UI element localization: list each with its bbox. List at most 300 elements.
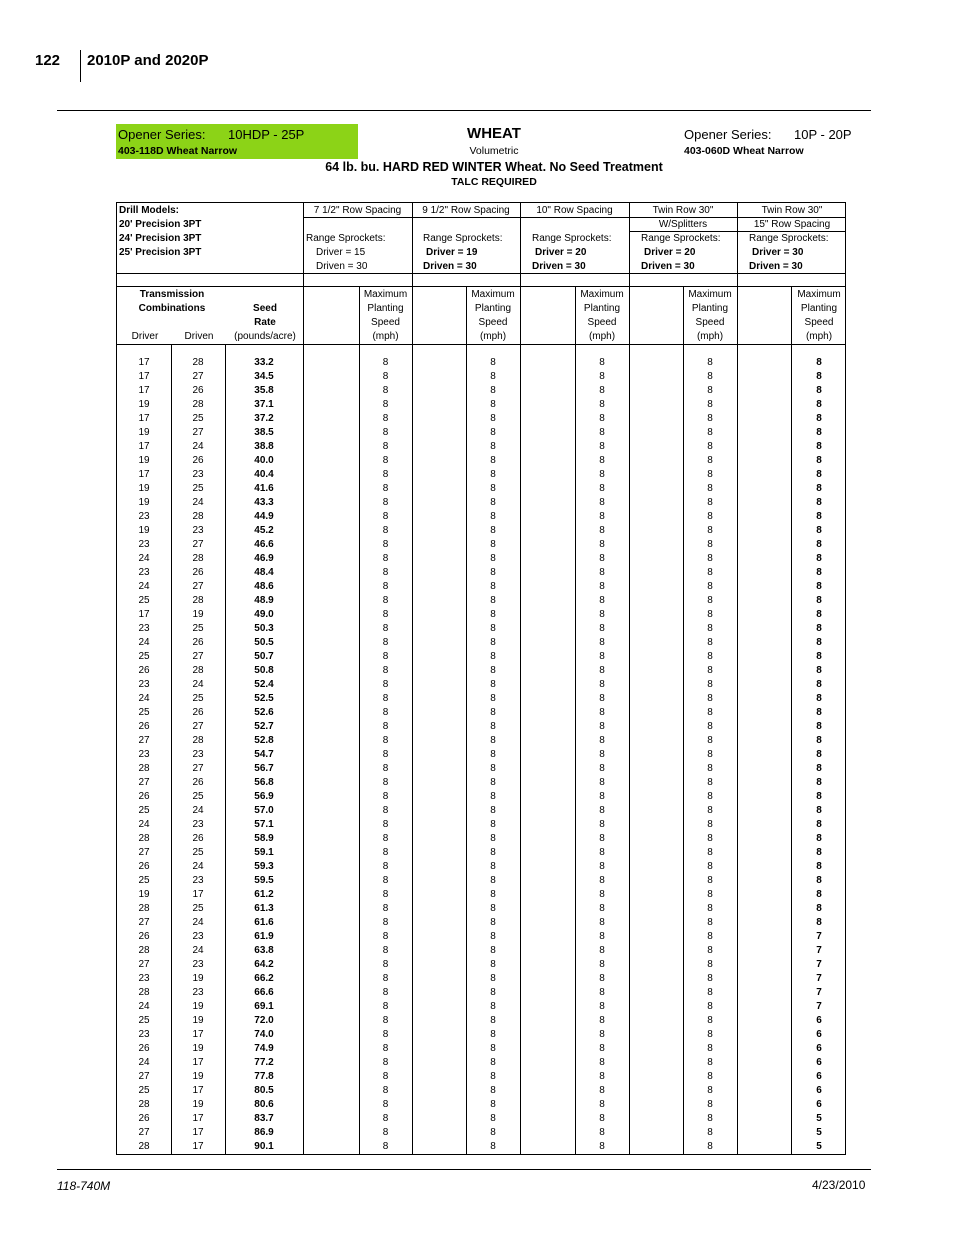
max-speed-twin-splitters: 8 [707,595,713,606]
driver-teeth: 26 [138,1043,150,1054]
max-speed-10: 8 [599,987,605,998]
max-speed-9-5: 8 [490,623,496,634]
table-row [117,426,847,440]
max-speed-twin-splitters: 8 [707,357,713,368]
max-speed-10: 8 [599,1001,605,1012]
left-opener-value: 10HDP - 25P [228,127,305,142]
max-speed-10: 8 [599,1141,605,1152]
driven-teeth: 26 [192,777,204,788]
max-speed-twin-15: 8 [816,623,822,634]
max-speed-10: 8 [599,623,605,634]
driver-teeth: 24 [138,581,150,592]
header-spacer [116,273,846,286]
driven-teeth: 24 [192,497,204,508]
max-speed-twin-15: 8 [816,917,822,928]
max-speed-9-5: 8 [490,651,496,662]
max-speed-label: Maximum [580,289,624,300]
driver-teeth: 19 [138,497,150,508]
max-speed-label: Speed [804,317,834,328]
max-speed-7-5: 8 [382,1015,389,1026]
driven-teeth: 26 [192,385,204,396]
seed-rate: 37.2 [254,413,274,424]
table-row [117,468,847,482]
max-speed-10: 8 [599,1071,605,1082]
driven-teeth: 17 [192,1113,204,1124]
max-speed-10: 8 [599,1015,605,1026]
max-speed-10: 8 [599,903,605,914]
table-row [117,916,847,930]
max-speed-twin-splitters: 8 [707,693,713,704]
driver-teeth: 25 [138,1015,150,1026]
max-speed-7-5: 8 [382,707,389,718]
max-speed-9-5: 8 [490,1127,496,1138]
driven-teeth: 17 [192,1085,204,1096]
max-speed-10: 8 [599,371,605,382]
seed-rate: 52.8 [254,735,274,746]
max-speed-twin-splitters: 8 [707,805,713,816]
max-speed-twin-splitters: 8 [707,609,713,620]
driver-teeth: 23 [138,1029,150,1040]
driven-teeth: 28 [192,735,204,746]
seed-rate: 59.3 [254,861,274,872]
max-speed-twin-15: 8 [816,357,822,368]
max-speed-twin-splitters: 8 [707,1113,713,1124]
max-speed-9-5: 8 [490,525,496,536]
max-speed-twin-splitters: 8 [707,833,713,844]
max-speed-10: 8 [599,665,605,676]
table-row [117,482,847,496]
max-speed-twin-splitters: 8 [707,399,713,410]
max-speed-10: 8 [599,889,605,900]
max-speed-label: Maximum [363,289,408,300]
driven-teeth: 19 [192,973,204,984]
seed-rate: 49.0 [254,609,274,620]
max-speed-9-5: 8 [490,1029,496,1040]
max-speed-twin-15: 5 [816,1113,822,1124]
max-speed-twin-15: 8 [816,875,822,886]
table-row [117,776,847,790]
max-speed-10: 8 [599,441,605,452]
max-speed-10: 8 [599,707,605,718]
driven-teeth: 23 [192,749,204,760]
max-speed-twin-splitters: 8 [707,847,713,858]
driver-teeth: 24 [138,553,150,564]
table-row [117,1084,847,1098]
max-speed-twin-15: 8 [816,441,822,452]
max-speed-twin-15: 8 [816,721,822,732]
max-speed-7-5: 8 [382,399,389,410]
driven-teeth: 17 [192,1057,204,1068]
max-speed-9-5: 8 [490,917,496,928]
max-speed-9-5: 8 [490,833,496,844]
table-row [117,748,847,762]
max-speed-7-5: 8 [382,959,389,970]
table-row [117,538,847,552]
max-speed-7-5: 8 [382,819,389,830]
max-speed-twin-splitters: 8 [707,917,713,928]
driven-teeth: 28 [192,399,204,410]
seed-rate: 58.9 [254,833,274,844]
table-row [117,692,847,706]
max-speed-twin-15: 7 [816,1001,822,1012]
seed-rate: 66.6 [254,987,274,998]
max-speed-7-5: 8 [382,665,389,676]
max-speed-twin-15: 8 [816,609,822,620]
left-opener-label: Opener Series: [118,127,206,142]
max-speed-9-5: 8 [490,427,496,438]
drill-models-label: Drill Models: [119,205,180,216]
max-speed-7-5: 8 [382,441,389,452]
max-speed-7-5: 8 [382,637,389,648]
range-sprockets-label: Range Sprockets: [641,233,721,244]
driven-column-label: Driven [184,331,214,342]
max-speed-twin-15: 8 [816,777,822,788]
driven-teeth: 25 [192,413,204,424]
seed-rate: 61.6 [254,917,274,928]
max-speed-7-5: 8 [382,903,389,914]
driven-teeth: 17 [192,1127,204,1138]
max-speed-9-5: 8 [490,721,496,732]
max-speed-7-5: 8 [382,1113,389,1124]
max-speed-9-5: 8 [490,567,496,578]
max-speed-7-5: 8 [382,791,389,802]
seed-rate: 50.7 [254,651,274,662]
driven-teeth: 25 [192,483,204,494]
max-speed-10: 8 [599,931,605,942]
table-row [117,1112,847,1126]
max-speed-9-5: 8 [490,903,496,914]
max-speed-twin-splitters: 8 [707,371,713,382]
driver-teeth: 24 [138,1001,150,1012]
max-speed-9-5: 8 [490,497,496,508]
driven-teeth: 23 [192,525,204,536]
driven-teeth: 23 [192,875,204,886]
max-speed-7-5: 8 [382,469,389,480]
driver-teeth: 25 [138,651,150,662]
max-speed-twin-15: 8 [816,903,822,914]
driver-teeth: 17 [138,609,150,620]
driven-teeth: 25 [192,623,204,634]
max-speed-twin-splitters: 8 [707,749,713,760]
seed-rate: 38.5 [254,427,274,438]
seed-rate: 90.1 [254,1141,274,1152]
drill-models [119,204,201,260]
max-speed-9-5: 8 [490,1113,496,1124]
table-row [117,1070,847,1084]
combinations-label: Combinations [138,303,206,314]
table-row [117,412,847,426]
max-speed-twin-15: 7 [816,987,822,998]
document-date: 4/23/2010 [812,1178,866,1192]
max-speed-10: 8 [599,483,605,494]
driven-teeth: 28 [192,511,204,522]
max-speed-twin-splitters: 8 [707,511,713,522]
driven-teeth: 19 [192,1015,204,1026]
driven-teeth: 28 [192,357,204,368]
driver-teeth: 23 [138,623,150,634]
max-speed-twin-splitters: 8 [707,819,713,830]
max-speed-9-5: 8 [490,1099,496,1110]
driver-sprocket: Driver = 30 [752,247,804,258]
max-speed-7-5: 8 [382,917,389,928]
driven-teeth: 17 [192,1141,204,1152]
driver-teeth: 24 [138,819,150,830]
max-speed-twin-15: 8 [816,679,822,690]
driven-teeth: 25 [192,903,204,914]
crop-title: WHEAT [467,125,521,142]
max-speed-twin-15: 8 [816,567,822,578]
rate-units-label: (pounds/acre) [234,331,296,342]
top-rule [57,110,871,111]
max-speed-twin-splitters: 8 [707,385,713,396]
table-row [117,832,847,846]
max-speed-7-5: 8 [382,539,389,550]
driven-teeth: 23 [192,819,204,830]
driver-teeth: 27 [138,1127,150,1138]
max-speed-twin-15: 6 [816,1029,822,1040]
max-speed-twin-splitters: 8 [707,497,713,508]
max-speed-9-5: 8 [490,693,496,704]
max-speed-9-5: 8 [490,1001,496,1012]
seed-rate: 59.5 [254,875,274,886]
max-speed-10: 8 [599,595,605,606]
driven-teeth: 23 [192,987,204,998]
driven-teeth: 24 [192,679,204,690]
max-speed-9-5: 8 [490,469,496,480]
max-speed-twin-15: 8 [816,581,822,592]
table-row [117,706,847,720]
header-divider [80,50,81,82]
driver-teeth: 17 [138,413,150,424]
driven-teeth: 24 [192,805,204,816]
driver-teeth: 26 [138,861,150,872]
spacing-twin-splitters: Twin Row 30" [652,205,714,216]
table-row [117,888,847,902]
table-row [117,860,847,874]
driver-sprocket: Driver = 20 [535,247,587,258]
table-row [117,972,847,986]
driven-sprocket: Driven = 30 [532,261,586,272]
max-speed-label: Maximum [688,289,732,300]
max-speed-9-5: 8 [490,987,496,998]
max-speed-label: (mph) [372,331,399,342]
table-row [117,454,847,468]
driven-teeth: 27 [192,721,204,732]
max-speed-7-5: 8 [382,651,389,662]
driver-teeth: 25 [138,707,150,718]
max-speed-9-5: 8 [490,399,496,410]
max-speed-10: 8 [599,833,605,844]
seed-label: Seed [253,303,277,314]
max-speed-10: 8 [599,1127,605,1138]
table-row [117,384,847,398]
max-speed-twin-15: 8 [816,735,822,746]
max-speed-twin-splitters: 8 [707,1029,713,1040]
max-speed-10: 8 [599,959,605,970]
max-speed-9-5: 8 [490,1071,496,1082]
driver-teeth: 19 [138,399,150,410]
seed-rate: 57.1 [254,819,274,830]
table-row [117,986,847,1000]
max-speed-9-5: 8 [490,1043,496,1054]
max-speed-7-5: 8 [382,1001,389,1012]
seed-rate: 46.6 [254,539,274,550]
max-speed-twin-splitters: 8 [707,427,713,438]
driven-sprocket: Driven = 30 [641,261,695,272]
driver-teeth: 23 [138,973,150,984]
table-row [117,1014,847,1028]
max-speed-10: 8 [599,1043,605,1054]
seed-rate: 61.3 [254,903,274,914]
max-speed-twin-15: 7 [816,945,822,956]
max-speed-7-5: 8 [382,1071,389,1082]
max-speed-10: 8 [599,1029,605,1040]
max-speed-7-5: 8 [382,371,389,382]
driven-sprocket: Driven = 30 [423,261,477,272]
max-speed-twin-15: 8 [816,539,822,550]
max-speed-7-5: 8 [382,511,389,522]
max-speed-7-5: 8 [382,777,389,788]
max-speed-10: 8 [599,357,605,368]
table-body [117,356,847,1154]
max-speed-twin-splitters: 8 [707,1127,713,1138]
max-speed-10: 8 [599,945,605,956]
seed-rate: 35.8 [254,385,274,396]
max-speed-9-5: 8 [490,357,496,368]
driver-teeth: 26 [138,931,150,942]
seed-rate: 40.4 [254,469,274,480]
driven-teeth: 28 [192,553,204,564]
table-row [117,524,847,538]
max-speed-twin-splitters: 8 [707,987,713,998]
max-speed-label: Speed [587,317,617,328]
max-speed-twin-splitters: 8 [707,637,713,648]
seed-rate: 54.7 [254,749,274,760]
max-speed-9-5: 8 [490,441,496,452]
max-speed-twin-splitters: 8 [707,567,713,578]
driven-teeth: 27 [192,427,204,438]
table-row [117,398,847,412]
max-speed-10: 8 [599,385,605,396]
max-speed-twin-splitters: 8 [707,1015,713,1026]
seed-rate: 46.9 [254,553,274,564]
driven-teeth: 19 [192,1099,204,1110]
max-speed-10: 8 [599,735,605,746]
driven-teeth: 17 [192,889,204,900]
seed-rate: 48.6 [254,581,274,592]
seed-rate: 64.2 [254,959,274,970]
seed-rate: 77.8 [254,1071,274,1082]
max-speed-twin-splitters: 8 [707,553,713,564]
max-speed-7-5: 8 [382,483,389,494]
max-speed-7-5: 8 [382,1141,389,1152]
max-speed-10: 8 [599,847,605,858]
driver-teeth: 28 [138,903,150,914]
driver-sprocket: Driver = 19 [426,247,478,258]
max-speed-9-5: 8 [490,763,496,774]
driver-teeth: 28 [138,1099,150,1110]
max-speed-7-5: 8 [382,553,389,564]
max-speed-twin-15: 6 [816,1085,822,1096]
max-speed-7-5: 8 [382,609,389,620]
max-speed-twin-15: 8 [816,651,822,662]
max-speed-9-5: 8 [490,707,496,718]
max-speed-twin-15: 8 [816,553,822,564]
max-speed-9-5: 8 [490,945,496,956]
transmission-label: Transmission [139,289,205,300]
seed-rate: 59.1 [254,847,274,858]
table-row [117,1028,847,1042]
driven-teeth: 26 [192,637,204,648]
max-speed-9-5: 8 [490,511,496,522]
max-speed-twin-15: 6 [816,1057,822,1068]
max-speed-7-5: 8 [382,1085,389,1096]
max-speed-10: 8 [599,749,605,760]
driver-teeth: 24 [138,1057,150,1068]
driver-teeth: 27 [138,917,150,928]
table-row [117,566,847,580]
range-sprockets-label: Range Sprockets: [749,233,829,244]
driven-teeth: 27 [192,539,204,550]
max-speed-9-5: 8 [490,455,496,466]
max-speed-label: Speed [695,317,725,328]
max-speed-twin-15: 8 [816,847,822,858]
max-speed-twin-splitters: 8 [707,1057,713,1068]
max-speed-label: (mph) [805,331,833,342]
max-speed-twin-splitters: 8 [707,1001,713,1012]
max-speed-10: 8 [599,1057,605,1068]
seed-rate: 48.9 [254,595,274,606]
driver-teeth: 27 [138,959,150,970]
max-speed-7-5: 8 [382,973,389,984]
table-row [117,496,847,510]
max-speed-twin-15: 7 [816,973,822,984]
driven-teeth: 27 [192,651,204,662]
driven-teeth: 27 [192,763,204,774]
max-speed-9-5: 8 [490,889,496,900]
table-row [117,762,847,776]
driver-teeth: 17 [138,385,150,396]
seed-rate: 40.0 [254,455,274,466]
max-speed-10: 8 [599,469,605,480]
max-speed-7-5: 8 [382,525,389,536]
driver-teeth: 28 [138,763,150,774]
driver-teeth: 19 [138,525,150,536]
seed-rate: 48.4 [254,567,274,578]
table-row [117,440,847,454]
max-speed-twin-splitters: 8 [707,665,713,676]
driven-teeth: 26 [192,833,204,844]
max-speed-twin-15: 8 [816,749,822,760]
driver-teeth: 28 [138,1141,150,1152]
max-speed-twin-15: 8 [816,791,822,802]
max-speed-9-5: 8 [490,539,496,550]
max-speed-7-5: 8 [382,749,389,760]
max-speed-twin-15: 8 [816,665,822,676]
max-speed-twin-splitters: 8 [707,931,713,942]
spacing-twin-15-sub: 15" Row Spacing [753,219,831,230]
seed-rate: 37.1 [254,399,274,410]
driver-teeth: 24 [138,693,150,704]
driven-teeth: 27 [192,371,204,382]
max-speed-twin-15: 8 [816,637,822,648]
max-speed-twin-splitters: 8 [707,679,713,690]
max-speed-10: 8 [599,567,605,578]
driven-teeth: 24 [192,861,204,872]
table-row [117,930,847,944]
driver-teeth: 19 [138,889,150,900]
max-speed-9-5: 8 [490,385,496,396]
